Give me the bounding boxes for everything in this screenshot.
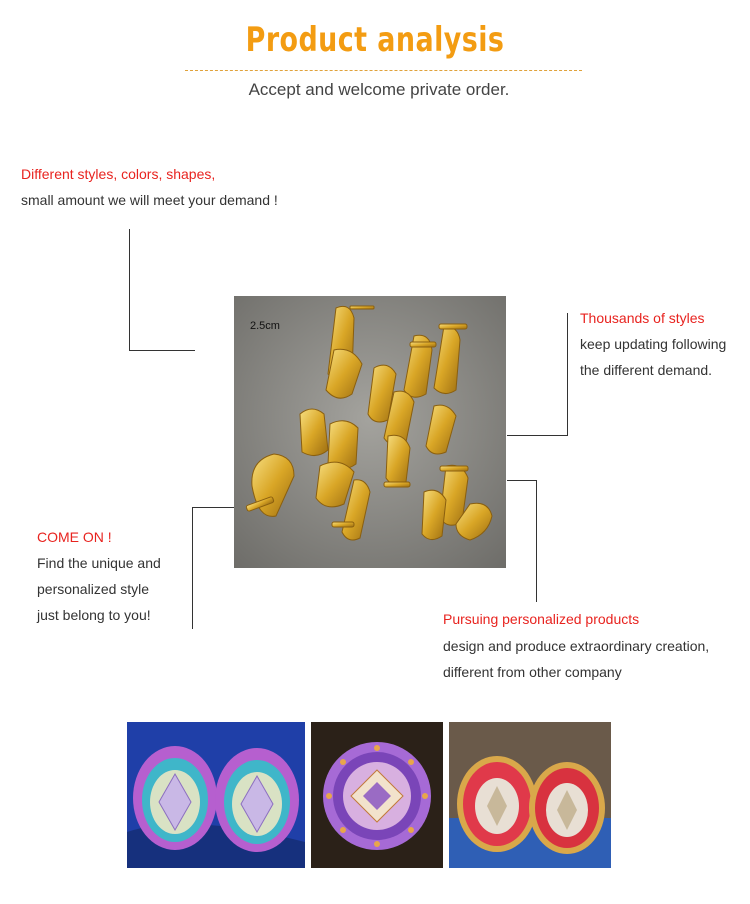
connector-line [536,480,537,602]
beaded-earrings-photo-1 [127,722,305,868]
connector-line [192,507,235,508]
callout-thousands-line: keep updating following [580,336,727,352]
product-photo [234,296,506,568]
connector-line [129,229,130,350]
callout-pursuing-line: different from other company [443,664,622,680]
callout-styles-body: small amount we will meet your demand ! [21,192,278,208]
connector-line [129,350,195,351]
callout-thousands-line: the different demand. [580,362,713,378]
connector-line [507,480,537,481]
callout-styles-heading: Different styles, colors, shapes, [21,166,216,182]
connector-line [507,435,568,436]
callout-comeon-heading: COME ON ! [37,529,112,545]
callout-pursuing-heading: Pursuing personalized products [443,611,640,627]
page-subtitle: Accept and welcome private order. [248,80,510,99]
earring-findings-image [234,296,506,568]
callout-comeon-line: just belong to you! [37,607,151,623]
beaded-earrings-photo-3 [449,722,611,868]
callout-thousands-heading: Thousands of styles [580,310,705,326]
connector-line [567,313,568,435]
page-title: Product analysis [245,20,505,60]
beaded-earrings-photo-2 [311,722,443,868]
title-divider [185,70,582,71]
size-label: 2.5cm [250,320,280,332]
callout-pursuing-line: design and produce extraordinary creation, [443,638,710,654]
connector-line [192,507,193,629]
callout-comeon-line: Find the unique and [37,555,161,571]
callout-comeon-line: personalized style [37,581,150,597]
